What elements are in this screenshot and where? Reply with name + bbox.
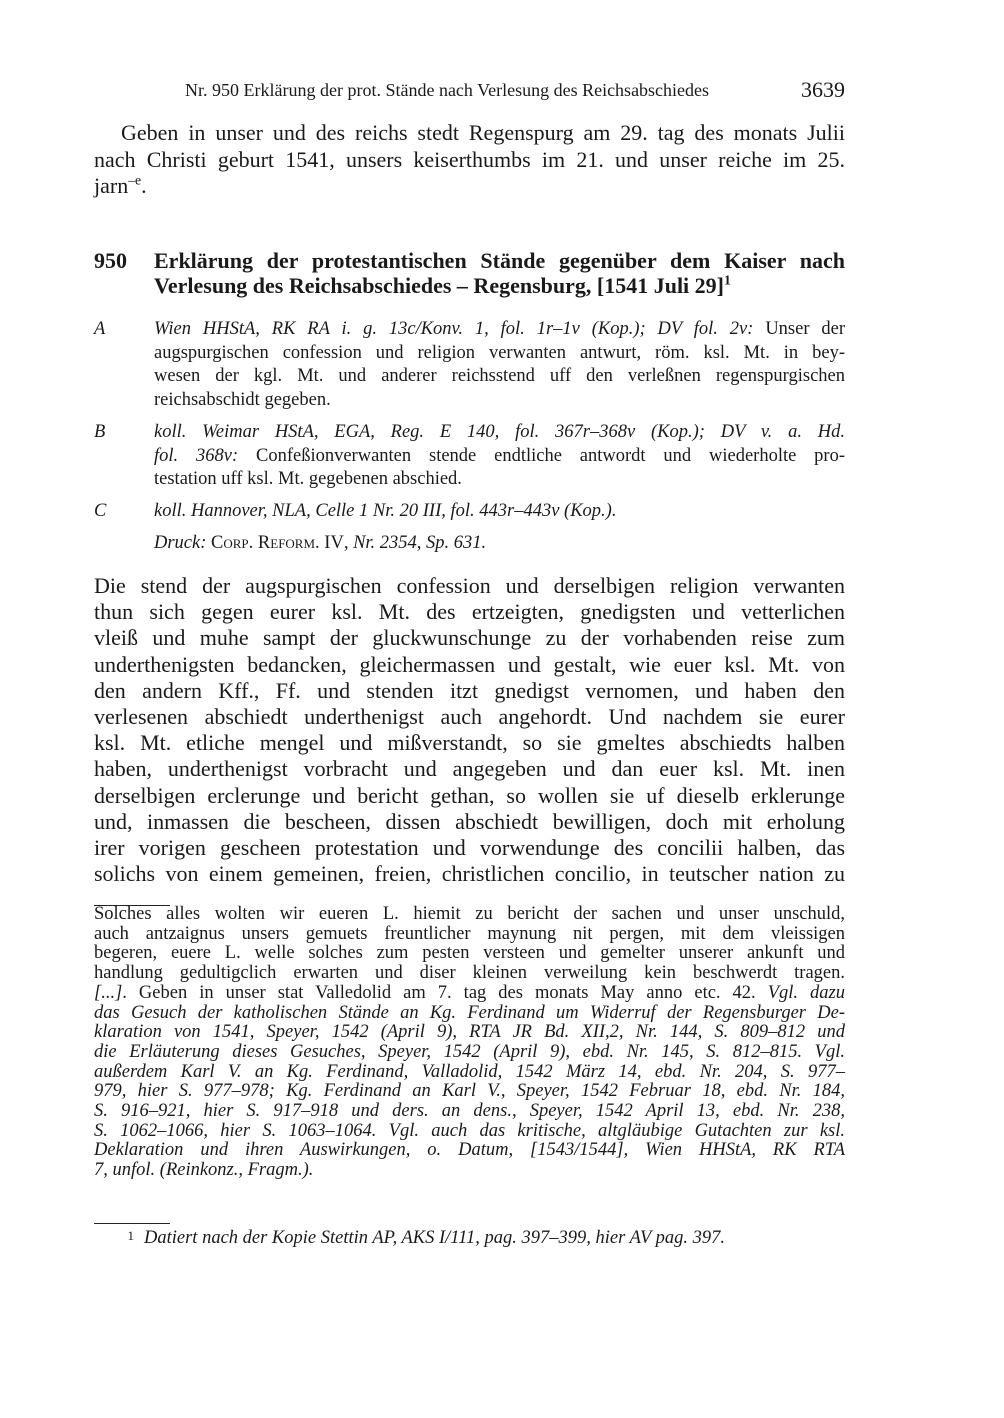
text-line [94, 905, 845, 925]
footnote-1 [94, 1228, 845, 1249]
siglum: A [94, 319, 106, 339]
text-segment: Deklaration und ihren Auswirkungen, o. Datum, [1543/1544], Wien HHStA, RK RTA [94, 1140, 845, 1161]
text-line [94, 730, 845, 756]
text-segment: . Geben in unser stat Valledolid am 7. tag des monats May anno etc. 42. [122, 982, 768, 1003]
text-line [94, 809, 845, 835]
text-segment: Vgl. dazu [767, 982, 845, 1003]
text-line [94, 1161, 845, 1181]
text-segment: , Nr. 2354, Sp. 631. [343, 533, 487, 553]
text-segment: irer vorigen gescheen protestation und vorwendunge des concilii halben, das [94, 835, 845, 861]
text-line [154, 248, 845, 273]
text-line [94, 173, 845, 200]
source-text [154, 532, 845, 556]
source-b [94, 421, 845, 492]
text-line [94, 944, 845, 964]
text-line [154, 365, 845, 389]
text-segment: die Erläuterung dieses Gesuches, Speyer, 1542 (April 9), ebd. Nr. 145, S. 812–815. Vgl. [94, 1041, 845, 1062]
text-segment: testation uff ksl. Mt. gegebenen abschied. [154, 469, 462, 489]
document-heading [94, 248, 845, 298]
text-line [94, 625, 845, 651]
text-segment: Confeßionverwanten stende endtliche antwordt und wiederholte pro- [256, 445, 845, 466]
text-segment: 1 [724, 272, 731, 288]
footnote-text: Datiert nach der Kopie Stettin AP, AKS I/111, pag. 397–399, hier AV pag. 397. [144, 1228, 725, 1248]
source-text [154, 500, 845, 524]
text-line [154, 500, 845, 524]
source-c [94, 500, 845, 524]
text-segment: Geben in unser und des reichs stedt Regenspurg am 29. tag des monats Julii [121, 120, 845, 145]
text-segment: 7, unfol. (Reinkonz., Fragm.). [94, 1160, 314, 1181]
text-segment: und, inmassen die bescheen, dissen abschiedt bewilligen, doch mit erholung [94, 808, 845, 834]
text-segment: [...] [94, 982, 123, 1003]
text-segment: Wien HHStA, RK RA i. g. 13c/Konv. 1, fol. 1r–1v (Kop.); DV fol. 2v: [154, 319, 766, 339]
text-segment: vleiß und muhe sampt der gluckwunschunge zu der vorhabenden reise zum [94, 625, 845, 651]
text-segment: das Gesuch der katholischen Stände an Kg. Ferdinand um Widerruf der Regensburger De- [94, 1002, 845, 1023]
text-line [154, 342, 845, 366]
text-segment: koll. Hannover, NLA, Celle 1 Nr. 20 III, fol. 443r–443v (Kop.). [154, 501, 617, 521]
print-reference [94, 532, 845, 556]
text-line [94, 1004, 845, 1024]
text-line [154, 389, 845, 413]
text-line [94, 756, 845, 782]
text-line [94, 1043, 845, 1063]
text-line [94, 652, 845, 678]
text-line [94, 704, 845, 730]
text-line [94, 147, 845, 174]
text-segment: klaration von 1541, Speyer, 1542 (April 9), RTA JR Bd. XII,2, Nr. 144, S. 809–812 und [94, 1022, 845, 1043]
text-line [94, 1141, 845, 1161]
source-text [154, 421, 845, 492]
page-number: 3639 [801, 77, 845, 102]
text-segment: solichs von einem gemeinen, freien, christlichen concilio, in teutscher nation zu [94, 861, 845, 887]
document-body [94, 573, 845, 887]
siglum: C [94, 501, 107, 521]
text-line [154, 318, 845, 342]
text-segment: koll. Weimar HStA, EGA, Reg. E 140, fol. 367r–368v (Kop.); DV v. a. Hd. [154, 422, 845, 442]
text-line [94, 1063, 845, 1083]
text-line [154, 445, 845, 469]
text-line [94, 964, 845, 984]
text-segment: Erklärung der protestantischen Stände gegenüber dem Kaiser nach [154, 248, 845, 273]
footnote-divider [94, 1223, 170, 1224]
text-segment: 979, hier S. 977–978; Kg. Ferdinand an Karl V., Speyer, 1542 Februar 18, ebd. Nr. 184, [94, 1081, 845, 1102]
text-line [94, 984, 845, 1004]
text-segment: –e [128, 172, 142, 188]
text-line [94, 861, 845, 887]
text-line [94, 678, 845, 704]
previous-document-closing [94, 120, 845, 200]
text-segment: verlesenen abschiedt underthenigst auch angehordt. Und nachdem sie eurer [94, 704, 845, 730]
footnote-continued [94, 905, 845, 1181]
text-segment: S. 916–921, hier S. 917–918 und ders. an dens., Speyer, 1542 April 13, ebd. Nr. 238, [94, 1101, 845, 1122]
text-line [94, 1023, 845, 1043]
document-number: 950 [94, 248, 127, 273]
text-line [94, 1122, 845, 1142]
text-segment: reichsabschidt gegeben. [154, 389, 331, 410]
text-segment: thun sich gegen eurer ksl. Mt. des ertzeigten, gnedigsten und vetterlichen [94, 599, 845, 625]
text-line [154, 468, 845, 492]
text-line [94, 835, 845, 861]
document-title [154, 248, 845, 298]
text-line [94, 925, 845, 945]
footnote-number: 1 [127, 1228, 134, 1243]
text-line [154, 532, 845, 556]
text-line [94, 783, 845, 809]
text-segment: Die stend der augspurgischen confession und derselbigen religion verwanten [94, 573, 845, 598]
text-line [154, 421, 845, 445]
text-line [94, 573, 845, 599]
text-segment: jarn [94, 173, 129, 198]
text-segment: . [141, 173, 147, 198]
text-segment: Corp. Reform. IV [211, 533, 344, 553]
text-segment: auch antzaignus unsers gemuets freuntlicher maynung nit pergen, mit dem vleissigen [94, 923, 845, 944]
text-line [94, 599, 845, 625]
text-segment: augspurgischen confession und religion verwanten antwurt, röm. ksl. Mt. in bey- [154, 342, 845, 363]
source-a [94, 318, 845, 412]
text-segment: ksl. Mt. etliche mengel und mißverstandt, so sie gmeltes abschiedts halben [94, 730, 845, 756]
running-header [185, 77, 845, 102]
text-segment: derselbigen erclerunge und bericht gethan, so wollen sie uf dieselb erklerunge [94, 782, 845, 808]
text-segment: underthenigsten bedancken, gleichermassen und gestalt, wie euer ksl. Mt. von [94, 651, 845, 677]
text-segment: nach Christi geburt 1541, unsers keiserthumbs im 21. und unser reiche im 25. [94, 146, 845, 172]
text-segment: den andern Kff., Ff. und stenden itzt gnedigst vernomen, und haben den [94, 677, 845, 703]
text-segment: begeren, euere L. welle solches zum pesten versteen und gemelter unserer ankunft und [94, 943, 845, 964]
text-line [94, 120, 845, 147]
text-line [154, 273, 845, 298]
text-segment: haben, underthenigst vorbracht und angegeben und dan euer ksl. Mt. inen [94, 756, 845, 782]
siglum: B [94, 422, 106, 442]
running-title: Nr. 950 Erklärung der prot. Stände nach Verlesung des Reichsabschiedes [185, 80, 710, 100]
text-segment: außerdem Karl V. an Kg. Ferdinand, Valladolid, 1542 März 14, ebd. Nr. 204, S. 977– [94, 1061, 845, 1082]
text-segment: Solches alles wolten wir eueren L. hiemit zu bericht der sachen und unser unschuld, [94, 904, 845, 924]
text-segment: handlung gedultigclich erwarten und diser kleinen verweilung kein beschwerdt tragen. [94, 963, 845, 984]
text-segment: wesen der kgl. Mt. und anderer reichsstend uff den verleßnen regenspurgischen [154, 366, 845, 386]
text-segment: Druck: [154, 533, 212, 553]
text-line [94, 1082, 845, 1102]
text-segment: Unser der [765, 319, 845, 339]
text-segment: fol. 368v: [154, 445, 256, 466]
text-segment: Verlesung des Reichsabschiedes – Regensburg, [1541 Juli 29] [154, 273, 724, 298]
text-line [94, 1102, 845, 1122]
text-segment: S. 1062–1066, hier S. 1063–1064. Vgl. auch das kritische, altgläubige Gutachten zur ksl. [94, 1120, 845, 1141]
source-text [154, 318, 845, 412]
